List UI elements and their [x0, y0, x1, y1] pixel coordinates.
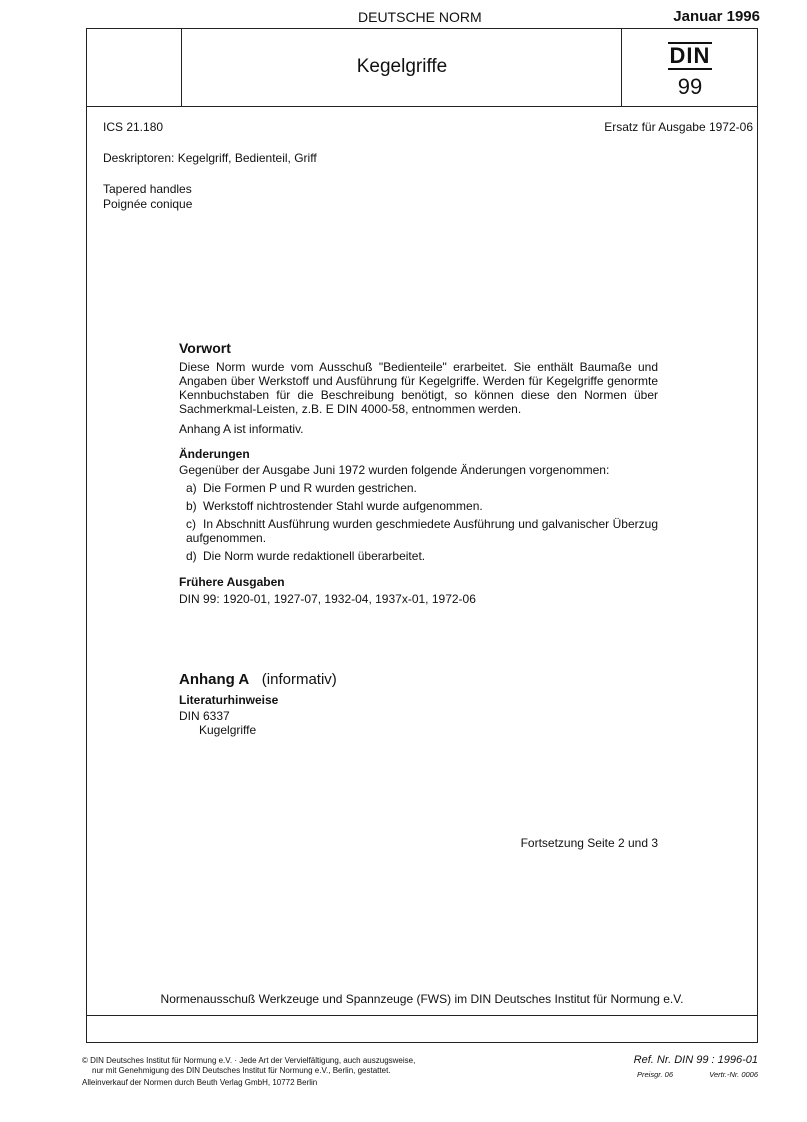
- list-marker: b): [186, 499, 197, 513]
- previous-editions-heading: Frühere Ausgaben: [179, 575, 285, 589]
- committee-line: Normenausschuß Werkzeuge und Spannzeuge (FWS) im DIN Deutsches Institut für Normung e.V.: [160, 992, 684, 1006]
- list-item: [186, 481, 658, 495]
- annex-note: Anhang A ist informativ.: [179, 422, 304, 436]
- list-text: Die Formen P und R wurden gestrichen.: [203, 481, 417, 495]
- page-title: Kegelgriffe: [356, 56, 448, 77]
- din-mark: DIN: [669, 43, 711, 68]
- continuation-note: Fortsetzung Seite 2 und 3: [520, 836, 658, 850]
- issue-date: Januar 1996: [673, 8, 760, 25]
- ics-code: ICS 21.180: [103, 120, 164, 134]
- previous-editions-text: DIN 99: 1920-01, 1927-07, 1932-04, 1937x-01, 1972-06: [179, 592, 476, 606]
- sales-number: Vertr.-Nr. 0006: [709, 1070, 758, 1079]
- list-marker: c): [186, 517, 196, 531]
- din-number: 99: [677, 74, 703, 99]
- footer-rule: [86, 1015, 758, 1016]
- annex-heading: [179, 671, 337, 688]
- list-marker: a): [186, 481, 197, 495]
- changes-heading: Änderungen: [179, 447, 250, 461]
- vorwort-text: Diese Norm wurde vom Ausschuß "Bedienteile" erarbeitet. Sie enthält Baumaße und Angaben über Werkstoff und Ausführung für Kegelgriffe. Werden für Kegelgriffe genormte Kennbuchstaben für die Beschreibung benötigt, so können diese den Normen über Sachmerkmal-Leisten, z.B. E DIN 4000-58, entnommen werden.: [179, 360, 658, 416]
- list-text: Die Norm wurde redaktionell überarbeitet.: [203, 549, 426, 563]
- price-group: Preisgr. 06: [637, 1070, 673, 1079]
- reference-title: Kugelgriffe: [199, 723, 257, 737]
- header-bottom-rule: [86, 106, 758, 107]
- copyright-line-1: © DIN Deutsches Institut für Normung e.V. · Jede Art der Vervielfältigung, auch auszugsweise,: [82, 1056, 416, 1065]
- title-french: Poignée conique: [103, 197, 193, 211]
- replaces-edition: Ersatz für Ausgabe 1972-06: [604, 120, 753, 134]
- list-text: Werkstoff nichtrostender Stahl wurde aufgenommen.: [203, 499, 483, 513]
- descriptors: Deskriptoren: Kegelgriff, Bedienteil, Griff: [103, 151, 317, 165]
- norm-label: DEUTSCHE NORM: [358, 9, 482, 25]
- sales-note: Alleinverkauf der Normen durch Beuth Verlag GmbH, 10772 Berlin: [82, 1078, 318, 1087]
- list-text: In Abschnitt Ausführung wurden geschmiedete Ausführung und galvanischer Überzug aufgenommen.: [186, 517, 658, 545]
- list-item: [186, 517, 658, 545]
- changes-list: [186, 481, 658, 563]
- annex-qualifier: (informativ): [261, 671, 337, 688]
- copyright-line-2: nur mit Genehmigung des DIN Deutsches Institut für Normung e.V., Berlin, gestattet.: [92, 1066, 391, 1075]
- list-marker: d): [186, 549, 197, 563]
- reference-number: DIN 6337: [179, 709, 230, 723]
- changes-intro: Gegenüber der Ausgabe Juni 1972 wurden folgende Änderungen vorgenommen:: [179, 463, 610, 477]
- literature-heading: Literaturhinweise: [179, 693, 279, 707]
- list-item: [186, 549, 658, 563]
- reference-number-footer: Ref. Nr. DIN 99 : 1996-01: [633, 1054, 758, 1066]
- annex-title: Anhang A: [179, 671, 250, 688]
- vorwort-heading: Vorwort: [179, 340, 231, 356]
- din-logo: [622, 42, 758, 100]
- list-item: [186, 499, 658, 513]
- title-english: Tapered handles: [103, 182, 192, 196]
